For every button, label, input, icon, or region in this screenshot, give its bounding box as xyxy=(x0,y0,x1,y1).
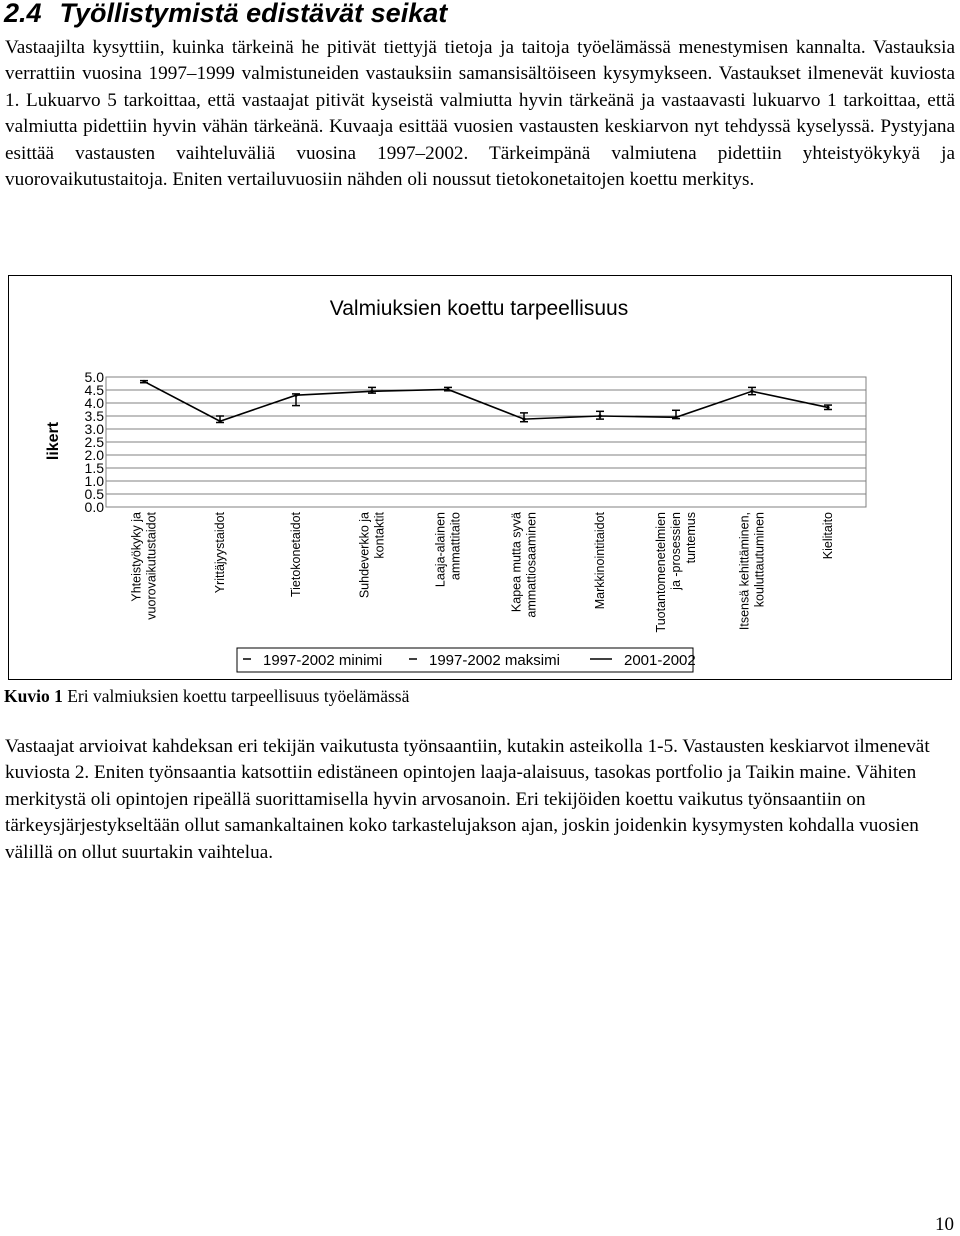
x-category-label-line: tuntemus xyxy=(684,512,698,564)
section-number: 2.4 xyxy=(4,0,42,28)
x-category-label-line: ammattitaito xyxy=(448,512,463,581)
x-category-label-line: Kapea mutta syvä xyxy=(509,512,524,613)
average-point xyxy=(142,380,145,383)
x-category-label xyxy=(358,511,387,598)
y-tick-label: 1.5 xyxy=(84,460,104,476)
section-heading xyxy=(4,0,447,29)
x-category-label-line: ja -prosessien xyxy=(669,512,683,590)
x-category-label-line: vuorovaikutustaidot xyxy=(144,512,159,620)
legend-label: 1997-2002 minimi xyxy=(263,652,383,669)
body-paragraph: Vastaajat arvioivat kahdeksan eri tekijän vaikutusta työnsaantiin, kutakin asteikolla 1-5. Vastausten keskiarvot ilmenevät kuviosta 2. Eniten työnsaantia katsottiin edistäneen opintojen laaja-alaisuus, tasokas portfolio ja Taikin maine. Vähiten merkitystä oli opintojen ripeällä suorittamisella hyvin arvosanoin. Eri tekijöiden koettu vaikutus työnsaantiin on tärkeysjärjestykseltään ollut samankaltainen koko tarkastelujakson ajan, joskin joidenkin kysymysten kohdalla vuosien välillä on ollut suurtakin vaihtelua. xyxy=(5,736,930,863)
y-tick-label: 0.5 xyxy=(84,486,104,502)
x-category-label xyxy=(821,512,835,559)
y-tick-label: 3.5 xyxy=(84,408,104,424)
average-point xyxy=(826,406,829,409)
x-category-label-line: kouluttautuminen xyxy=(752,512,767,608)
average-point xyxy=(750,390,753,393)
average-point xyxy=(294,394,297,397)
x-category-label-line: Kielitaito xyxy=(821,512,835,560)
intro-paragraph: Vastaajilta kysyttiin, kuinka tärkeinä he pitivät tiettyjä tietoja ja taitoja työelämässä menestymisen kannalta. Vastauksia verrattiin vuosina 1997–1999 valmistuneiden vastauksiin samansisältöiseen kysymykseen. Vastaukset ilmenevät kuviosta 1. Lukuarvo 5 tarkoittaa, että vastaajat pitivät kyseistä valmiutta hyvin tärkeänä ja vastaavasti lukuarvo 1 tarkoittaa, että valmiutta pidettiin hyvin vähän tärkeänä. Kuvaaja esittää vuosien vastausten keskiarvon nyt tehdyssä kyselyssä. Pystyjana esittää vastausten vaihteluväliä vuosina 1997–2002. Tärkeimpänä valmiutena pidettiin yhteistyökykyä ja vuorovaikutustaitoja. Eniten vertailuvuosiin nähden oli noussut tietokonetaitojen koettu merkitys. xyxy=(5,37,955,191)
y-tick-label: 0.0 xyxy=(84,499,104,515)
x-category-label xyxy=(213,511,227,593)
x-category-label-line: kontaktit xyxy=(372,512,387,559)
page-number: 10 xyxy=(935,1214,954,1235)
average-point xyxy=(674,416,677,419)
caption-text: Eri valmiuksien koettu tarpeellisuus työelämässä xyxy=(62,686,410,706)
y-axis-label: likert xyxy=(45,421,62,461)
x-category-label xyxy=(289,511,303,597)
chart-frame xyxy=(8,275,952,680)
x-category-label-line: Yrittäjyystaidot xyxy=(213,512,227,594)
x-category-label xyxy=(593,511,607,609)
x-category-label xyxy=(654,512,698,632)
x-category-label xyxy=(434,512,463,587)
average-point xyxy=(370,390,373,393)
average-line xyxy=(144,381,828,421)
average-point xyxy=(218,420,221,423)
chart-title: Valmiuksien koettu tarpeellisuus xyxy=(329,297,629,320)
skills-chart xyxy=(9,276,951,679)
average-point xyxy=(598,414,601,417)
x-category-label xyxy=(738,512,767,630)
x-category-label-line: Tuotantomenetelmien xyxy=(654,512,668,633)
section-title: Työllistymistä edistävät seikat xyxy=(59,0,448,28)
x-category-label-line: Laaja-alainen xyxy=(433,512,448,588)
caption-label: Kuvio 1 xyxy=(4,686,63,706)
y-tick-label: 4.0 xyxy=(84,395,104,411)
y-tick-label: 2.0 xyxy=(84,447,104,463)
x-category-label xyxy=(510,512,539,618)
y-tick-label: 1.0 xyxy=(84,473,104,489)
x-category-label-line: Yhteistyökyky ja xyxy=(129,512,144,602)
average-point xyxy=(522,418,525,421)
x-category-label-line: Tietokonetaidot xyxy=(289,512,303,598)
figure-caption xyxy=(4,686,409,707)
x-category-label-line: Markkinointitaidot xyxy=(593,512,607,610)
x-category-label xyxy=(130,511,159,619)
x-category-label-line: Suhdeverkko ja xyxy=(357,512,372,599)
average-point xyxy=(446,388,449,391)
y-tick-label: 2.5 xyxy=(84,434,104,450)
x-category-label-line: Itsensä kehittäminen, xyxy=(737,512,752,631)
y-tick-label: 3.0 xyxy=(84,421,104,437)
legend-label: 1997-2002 maksimi xyxy=(429,652,560,669)
legend-label: 2001-2002 xyxy=(624,652,696,669)
y-tick-label: 4.5 xyxy=(84,382,104,398)
y-tick-label: 5.0 xyxy=(84,369,104,385)
x-category-label-line: ammattiosaaminen xyxy=(524,512,539,618)
